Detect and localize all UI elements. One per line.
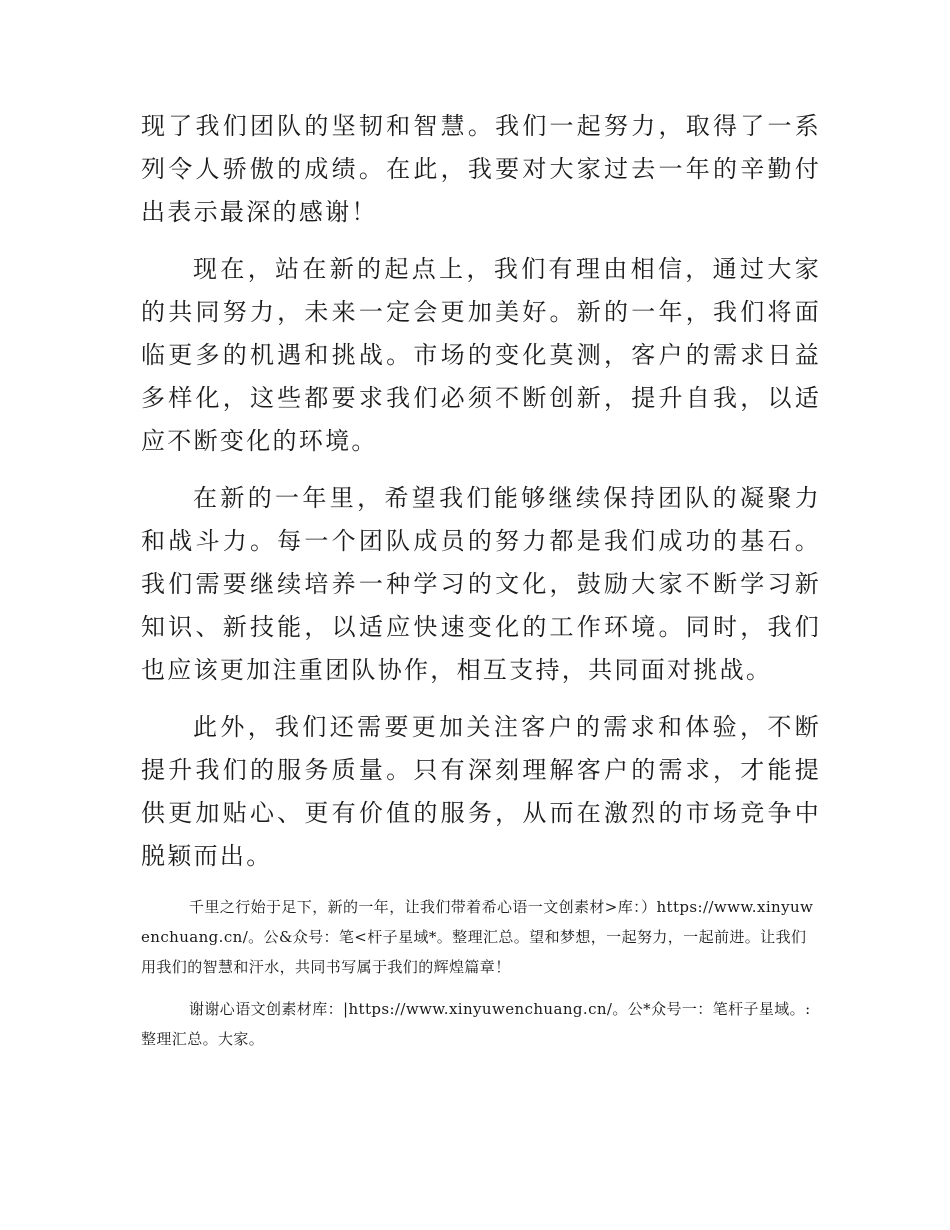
body-paragraph-1: 现了我们团队的坚韧和智慧。我们一起努力，取得了一系列令人骄傲的成绩。在此，我要对大家过去一年的辛勤付出表示最深的感谢！ <box>141 112 821 226</box>
body-paragraph-2: 现在，站在新的起点上，我们有理由相信，通过大家的共同努力，未来一定会更加美好。新的一年，我们将面临更多的机遇和挑战。市场的变化莫测，客户的需求日益多样化，这些都要求我们必须不断创新，提升自我，以适应不断变化的环境。 <box>141 255 821 455</box>
body-paragraph-3: 在新的一年里，希望我们能够继续保持团队的凝聚力和战斗力。每一个团队成员的努力都是我们成功的基石。我们需要继续培养一种学习的文化，鼓励大家不断学习新知识、新技能，以适应快速变化的工作环境。同时，我们也应该更加注重团队协作，相互支持，共同面对挑战。 <box>141 484 821 684</box>
document-body <box>141 105 821 1054</box>
body-paragraph-4: 此外，我们还需要更加关注客户的需求和体验，不断提升我们的服务质量。只有深刻理解客户的需求，才能提供更加贴心、更有价值的服务，从而在激烈的市场竞争中脱颖而出。 <box>141 713 821 870</box>
thanks-note: 谢谢心语文创素材库：|https://www.xinyuwenchuang.cn/。公*众号一：笔杆子星域。:整理汇总。大家。 <box>141 1000 811 1048</box>
closing-note: 千里之行始于足下，新的一年，让我们带着希心语一文创素材>库：）https://www.xinyuwenchuang.cn/。公&众号：笔<杆子星域*。整理汇总。望和梦想，一起努力，一起前进。让我们用我们的智慧和汗水，共同书写属于我们的辉煌篇章！ <box>141 898 814 976</box>
